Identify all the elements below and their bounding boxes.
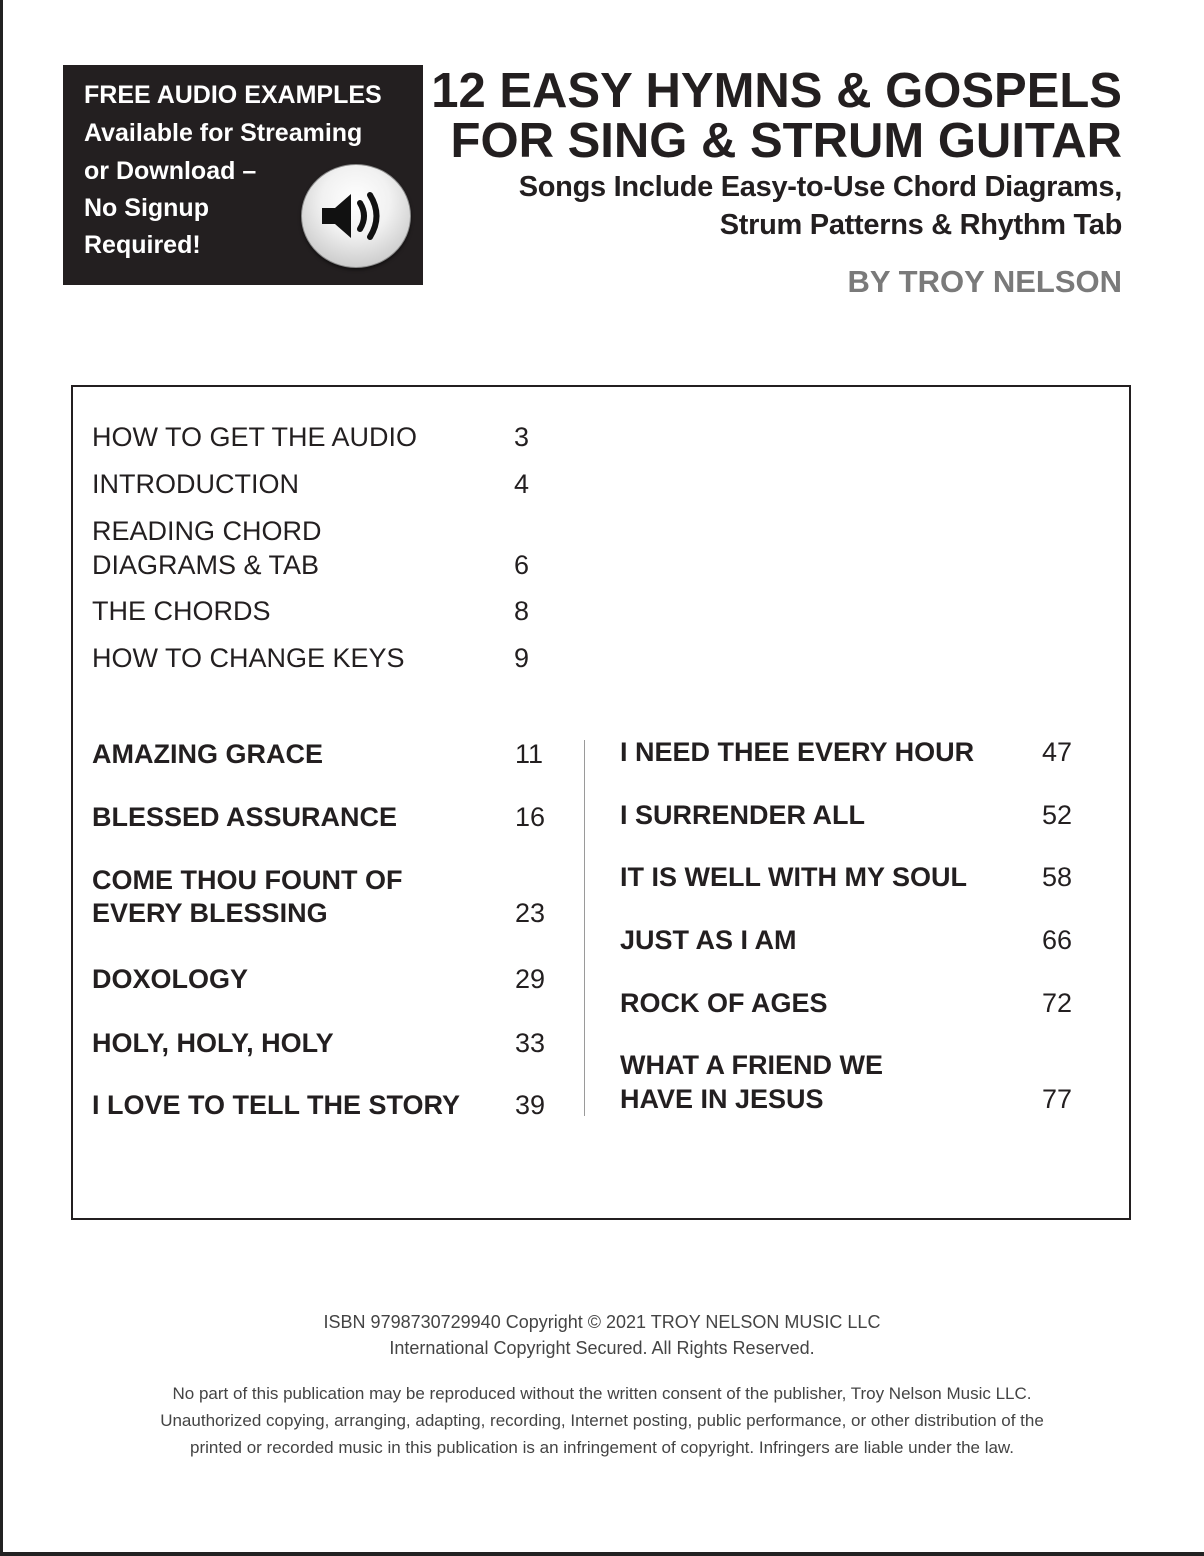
song-title: DOXOLOGY — [92, 964, 249, 994]
legal-notice-line-1: No part of this publication may be reproduced without the written consent of the publisher, Troy Nelson Music LLC. — [172, 1384, 1032, 1403]
book-subtitle-line-1: Songs Include Easy-to-Use Chord Diagrams, — [518, 171, 1122, 203]
promo-line-2: Available for Streaming — [84, 119, 363, 147]
page-bottom-border — [0, 1552, 1204, 1556]
speaker-volume-icon — [301, 164, 411, 268]
song-title-line-1: COME THOU FOUNT OF — [92, 865, 403, 895]
toc-entry-title: HOW TO GET THE AUDIO — [92, 422, 418, 452]
song-title: I NEED THEE EVERY HOUR — [620, 737, 975, 767]
song-title: ROCK OF AGES — [620, 988, 828, 1018]
toc-entry-page: 9 — [514, 643, 530, 673]
song-title: IT IS WELL WITH MY SOUL — [620, 862, 967, 892]
free-audio-promo-box — [63, 65, 423, 285]
song-page: 39 — [515, 1090, 546, 1120]
song-page: 11 — [515, 739, 544, 769]
song-title-line-1: WHAT A FRIEND WE — [620, 1050, 883, 1080]
book-title-line-1: 12 EASY HYMNS & GOSPELS — [431, 64, 1122, 118]
column-divider — [584, 740, 585, 1116]
promo-line-4: No Signup — [84, 194, 209, 222]
toc-entry-title: INTRODUCTION — [92, 469, 299, 499]
song-title: AMAZING GRACE — [92, 739, 323, 769]
promo-line-3: or Download – — [84, 157, 257, 185]
song-title-line-2: HAVE IN JESUS — [620, 1084, 824, 1114]
toc-entry-title-line-2: DIAGRAMS & TAB — [92, 550, 320, 580]
legal-notice-line-2: Unauthorized copying, arranging, adapting, recording, Internet posting, public performance, or other distribution of the — [160, 1411, 1044, 1430]
toc-entry-title: HOW TO CHANGE KEYS — [92, 643, 405, 673]
song-page: 77 — [1042, 1084, 1073, 1114]
song-page: 47 — [1042, 737, 1073, 767]
song-page: 33 — [515, 1028, 546, 1058]
toc-entry-page: 4 — [514, 469, 530, 499]
song-title-line-2: EVERY BLESSING — [92, 898, 328, 928]
song-page: 66 — [1042, 925, 1073, 955]
promo-line-5: Required! — [84, 231, 201, 259]
author-byline: BY TROY NELSON — [847, 264, 1122, 299]
toc-entry-title-line-1: READING CHORD — [92, 516, 322, 546]
toc-entry-title: THE CHORDS — [92, 596, 271, 626]
song-title: I LOVE TO TELL THE STORY — [92, 1090, 461, 1120]
song-page: 58 — [1042, 862, 1073, 892]
song-page: 23 — [515, 898, 546, 928]
toc-entry-page: 6 — [514, 550, 530, 580]
book-subtitle-line-2: Strum Patterns & Rhythm Tab — [719, 209, 1122, 241]
song-title: BLESSED ASSURANCE — [92, 802, 398, 832]
legal-notice-line-3: printed or recorded music in this publication is an infringement of copyright. Infringers are liable under the law. — [190, 1438, 1014, 1457]
promo-line-1: FREE AUDIO EXAMPLES — [84, 81, 382, 109]
book-title-line-2: FOR SING & STRUM GUITAR — [450, 114, 1122, 168]
copyright-notice: ISBN 9798730729940 Copyright © 2021 TROY NELSON MUSIC LLC — [323, 1312, 881, 1332]
song-title: HOLY, HOLY, HOLY — [92, 1028, 334, 1058]
song-page: 52 — [1042, 800, 1073, 830]
toc-entry-page: 8 — [514, 596, 530, 626]
toc-entry-page: 3 — [514, 422, 530, 452]
song-title: I SURRENDER ALL — [620, 800, 866, 830]
song-title: JUST AS I AM — [620, 925, 797, 955]
song-page: 16 — [515, 802, 546, 832]
song-page: 29 — [515, 964, 546, 994]
song-page: 72 — [1042, 988, 1073, 1018]
rights-notice: International Copyright Secured. All Rights Reserved. — [389, 1338, 815, 1358]
